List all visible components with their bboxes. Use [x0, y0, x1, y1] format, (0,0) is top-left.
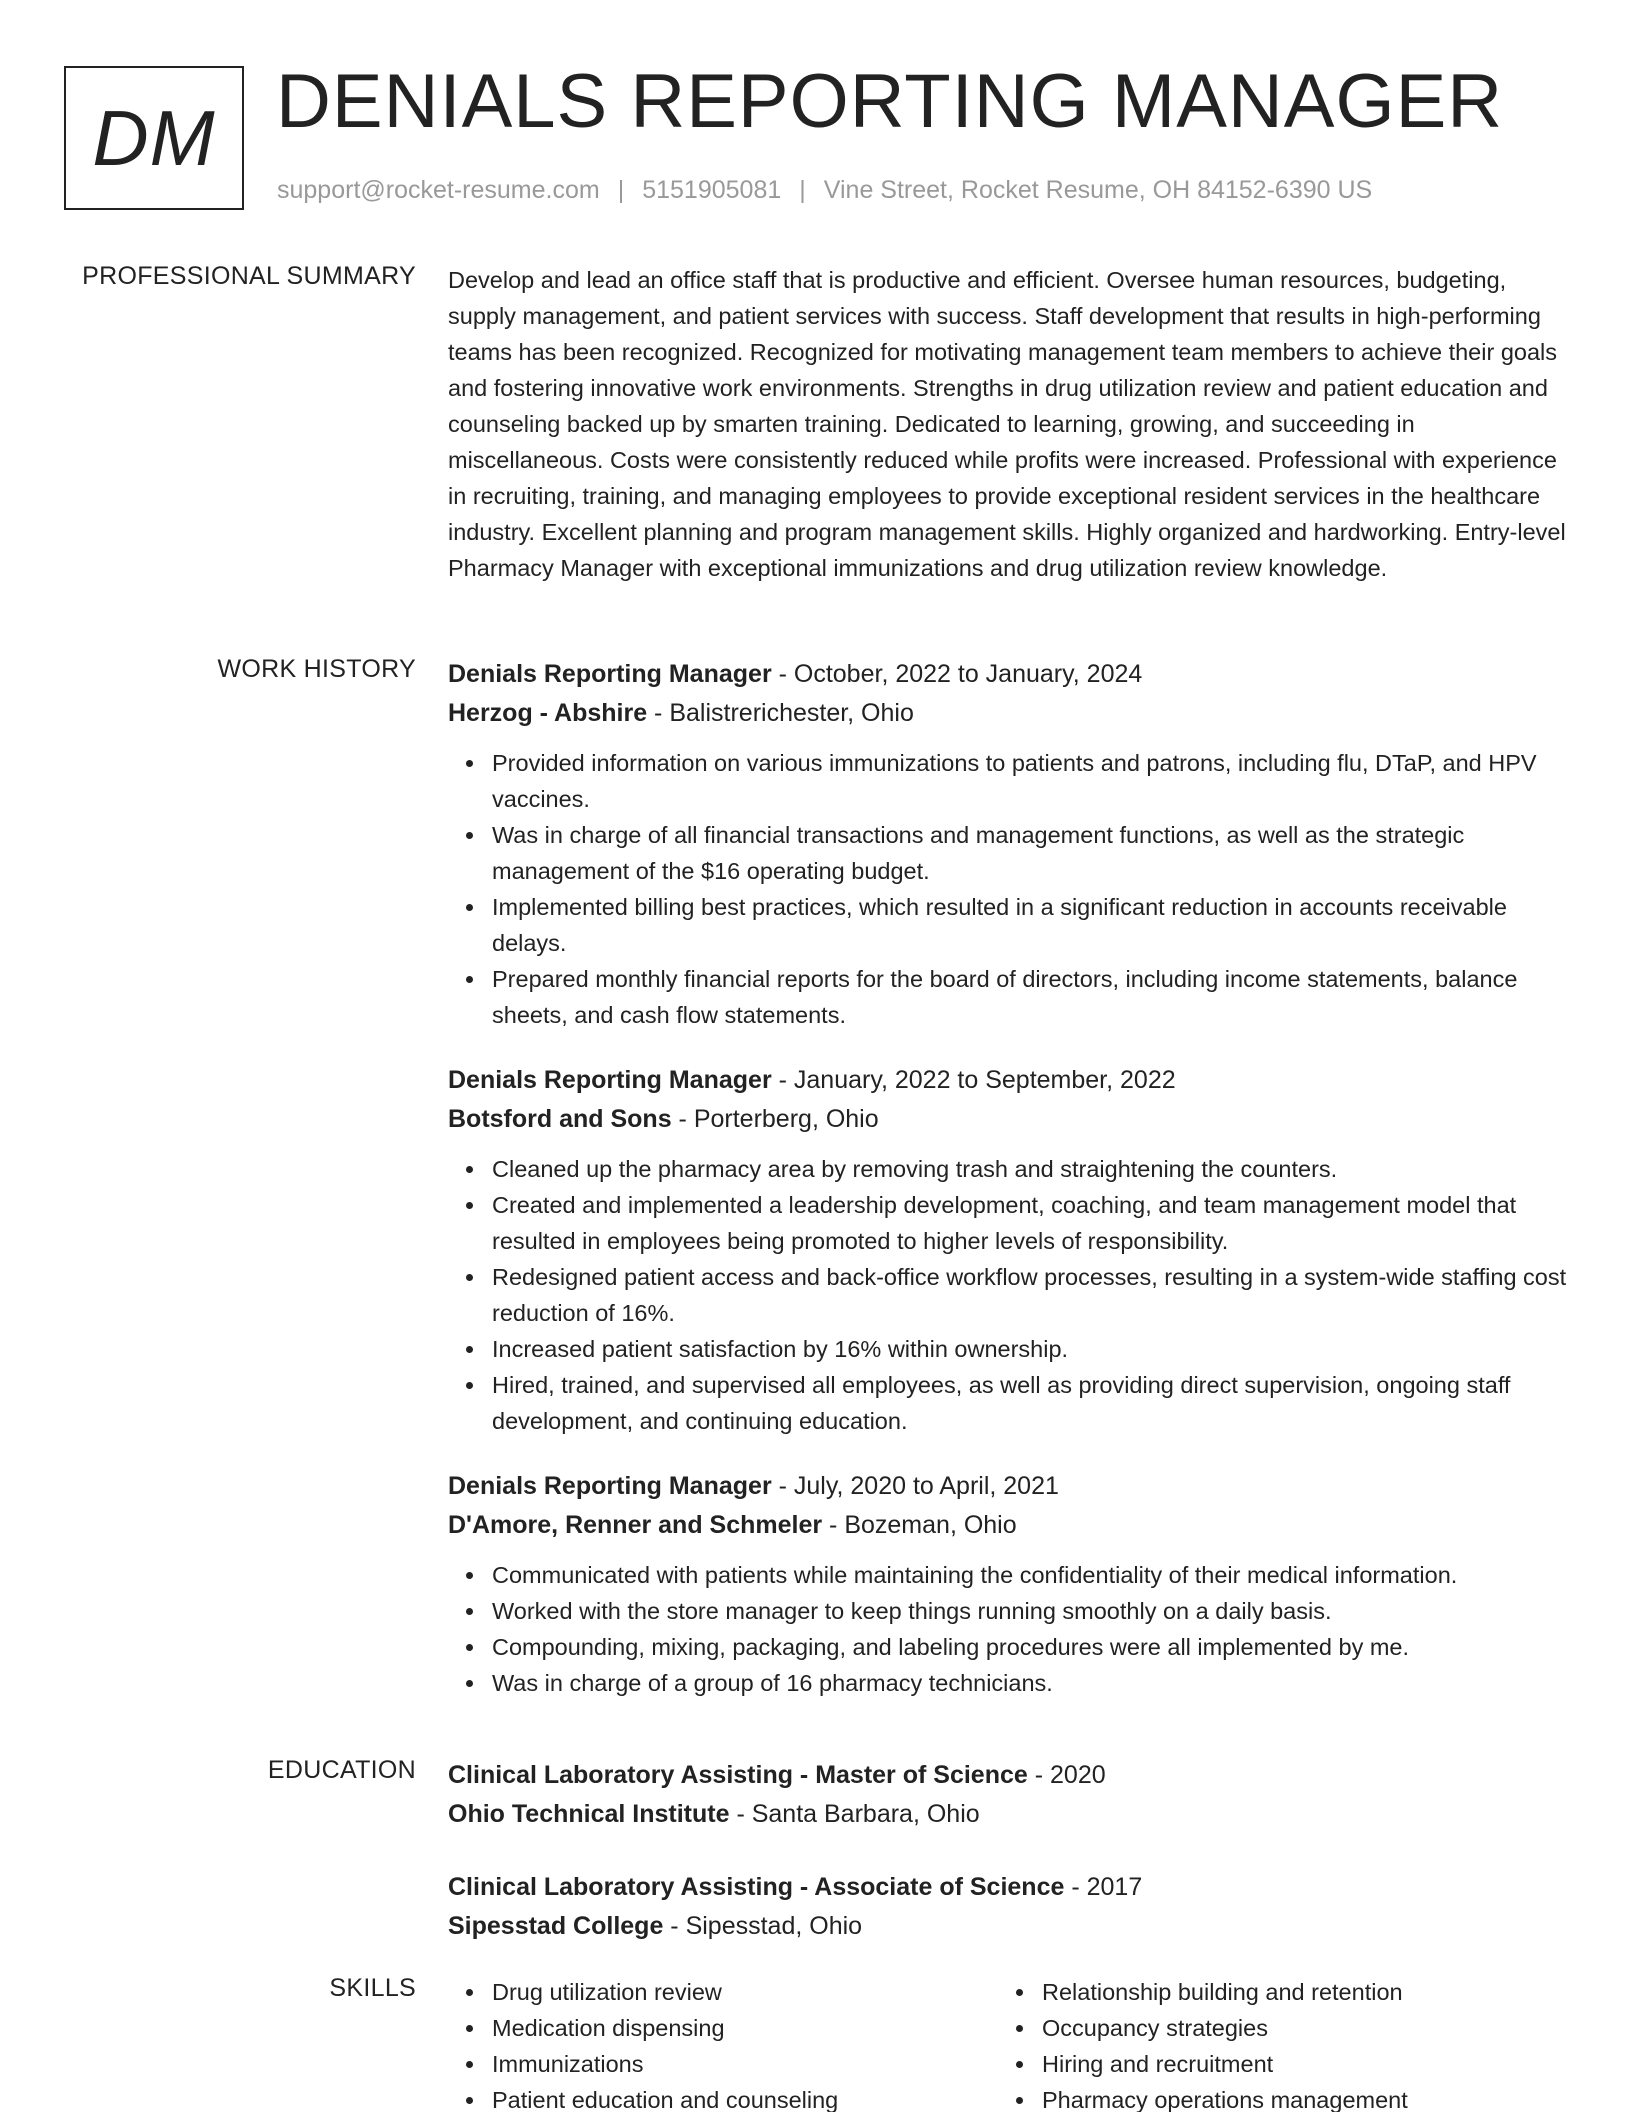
contact-line — [277, 176, 1372, 205]
list-item: Created and implemented a leadership development, coaching, and team management model that resulted in employees being promoted to higher levels of responsibility. — [492, 1187, 1570, 1259]
job-location: - Porterberg, Ohio — [671, 1105, 879, 1133]
section-label: WORK HISTORY — [217, 655, 416, 683]
job-entry — [448, 1467, 1570, 1701]
job-title: Denials Reporting Manager — [448, 660, 772, 688]
job-dates: - July, 2020 to April, 2021 — [771, 1472, 1059, 1500]
section-label: SKILLS — [329, 1974, 416, 2002]
job-bullets — [448, 1151, 1570, 1439]
list-item: Redesigned patient access and back-office workflow processes, resulting in a system-wide staffing cost reduction of 16%. — [492, 1259, 1570, 1331]
job-bullets — [448, 745, 1570, 1033]
job-bullets — [448, 1557, 1570, 1701]
education-entry — [448, 1868, 1570, 1946]
education-entry — [448, 1756, 1570, 1834]
list-item: Medication dispensing — [492, 2010, 998, 2046]
degree-year: - 2020 — [1027, 1761, 1106, 1789]
skills-column-left — [448, 1974, 998, 2112]
school-location: - Sipesstad, Ohio — [663, 1912, 863, 1940]
list-item: Patient education and counseling — [492, 2082, 998, 2112]
degree: Clinical Laboratory Assisting - Associate of Science — [448, 1873, 1065, 1901]
summary-text: Develop and lead an office staff that is productive and efficient. Oversee human resources, budgeting, supply management, and patient services with success. Staff development that results in high-performing teams has been recognized. Recognized for motivating management team members to achieve their goals and fostering innovative work environments. Strengths in drug utilization review and patient education and counseling backed up by smarten training. Dedicated to learning, growing, and succeeding in miscellaneous. Costs were consistently reduced while profits were increased. Professional with experience in recruiting, training, and managing employees to provide exceptional resident services in the healthcare industry. Excellent planning and program management skills. Highly organized and hardworking. Entry-level Pharmacy Manager with exceptional immunizations and drug utilization review knowledge. — [448, 267, 1566, 581]
job-title-line — [448, 655, 1570, 694]
list-item: Compounding, mixing, packaging, and labeling procedures were all implemented by me. — [492, 1629, 1570, 1665]
list-item: Increased patient satisfaction by 16% within ownership. — [492, 1331, 1570, 1367]
contact-email: support@rocket-resume.com — [277, 176, 600, 204]
degree: Clinical Laboratory Assisting - Master of Science — [448, 1761, 1028, 1789]
school-line — [448, 1795, 1570, 1834]
contact-separator: | — [799, 176, 806, 204]
job-company: Herzog - Abshire — [448, 699, 648, 727]
list-item: Pharmacy operations management — [1042, 2082, 1548, 2112]
school: Ohio Technical Institute — [448, 1800, 730, 1828]
school-location: - Santa Barbara, Ohio — [729, 1800, 980, 1828]
job-title-line — [448, 1061, 1570, 1100]
job-company-line — [448, 694, 1570, 733]
list-item: Worked with the store manager to keep things running smoothly on a daily basis. — [492, 1593, 1570, 1629]
list-item: Relationship building and retention — [1042, 1974, 1548, 2010]
job-dates: - January, 2022 to September, 2022 — [771, 1066, 1176, 1094]
job-dates: - October, 2022 to January, 2024 — [771, 660, 1143, 688]
skills-column-right — [998, 1974, 1548, 2112]
job-entry — [448, 1061, 1570, 1439]
section-label: PROFESSIONAL SUMMARY — [82, 262, 416, 290]
job-title: Denials Reporting Manager — [448, 1066, 772, 1094]
section-label: EDUCATION — [267, 1756, 416, 1784]
job-company-line — [448, 1506, 1570, 1545]
degree-line — [448, 1756, 1570, 1795]
list-item: Prepared monthly financial reports for the board of directors, including income statements, balance sheets, and cash flow statements. — [492, 961, 1570, 1033]
list-item: Cleaned up the pharmacy area by removing trash and straightening the counters. — [492, 1151, 1570, 1187]
job-company: Botsford and Sons — [448, 1105, 672, 1133]
contact-phone: 5151905081 — [642, 176, 782, 204]
list-item: Hiring and recruitment — [1042, 2046, 1548, 2082]
job-title: Denials Reporting Manager — [448, 1472, 772, 1500]
contact-address: Vine Street, Rocket Resume, OH 84152-6390 US — [823, 176, 1373, 204]
list-item: Immunizations — [492, 2046, 998, 2082]
list-item: Occupancy strategies — [1042, 2010, 1548, 2046]
monogram: DM — [64, 66, 244, 210]
list-item: Communicated with patients while maintaining the confidentiality of their medical information. — [492, 1557, 1570, 1593]
job-company: D'Amore, Renner and Schmeler — [448, 1511, 823, 1539]
contact-separator: | — [617, 176, 625, 204]
job-title-line — [448, 1467, 1570, 1506]
school-line — [448, 1907, 1570, 1946]
degree-line — [448, 1868, 1570, 1907]
resume-name: DENIALS REPORTING MANAGER — [276, 59, 1504, 144]
list-item: Hired, trained, and supervised all employees, as well as providing direct supervision, ongoing staff development, and continuing education. — [492, 1367, 1570, 1439]
job-entry — [448, 655, 1570, 1033]
list-item: Drug utilization review — [492, 1974, 998, 2010]
school: Sipesstad College — [448, 1912, 664, 1940]
list-item: Was in charge of all financial transactions and management functions, as well as the strategic management of the $16 operating budget. — [492, 817, 1570, 889]
list-item: Was in charge of a group of 16 pharmacy technicians. — [492, 1665, 1570, 1701]
degree-year: - 2017 — [1064, 1873, 1143, 1901]
list-item: Implemented billing best practices, which resulted in a significant reduction in accounts receivable delays. — [492, 889, 1570, 961]
job-location: - Balistrerichester, Ohio — [647, 699, 914, 727]
job-location: - Bozeman, Ohio — [822, 1511, 1017, 1539]
list-item: Provided information on various immunizations to patients and patrons, including flu, DTaP, and HPV vaccines. — [492, 745, 1570, 817]
skills-grid — [448, 1974, 1570, 2112]
job-company-line — [448, 1100, 1570, 1139]
